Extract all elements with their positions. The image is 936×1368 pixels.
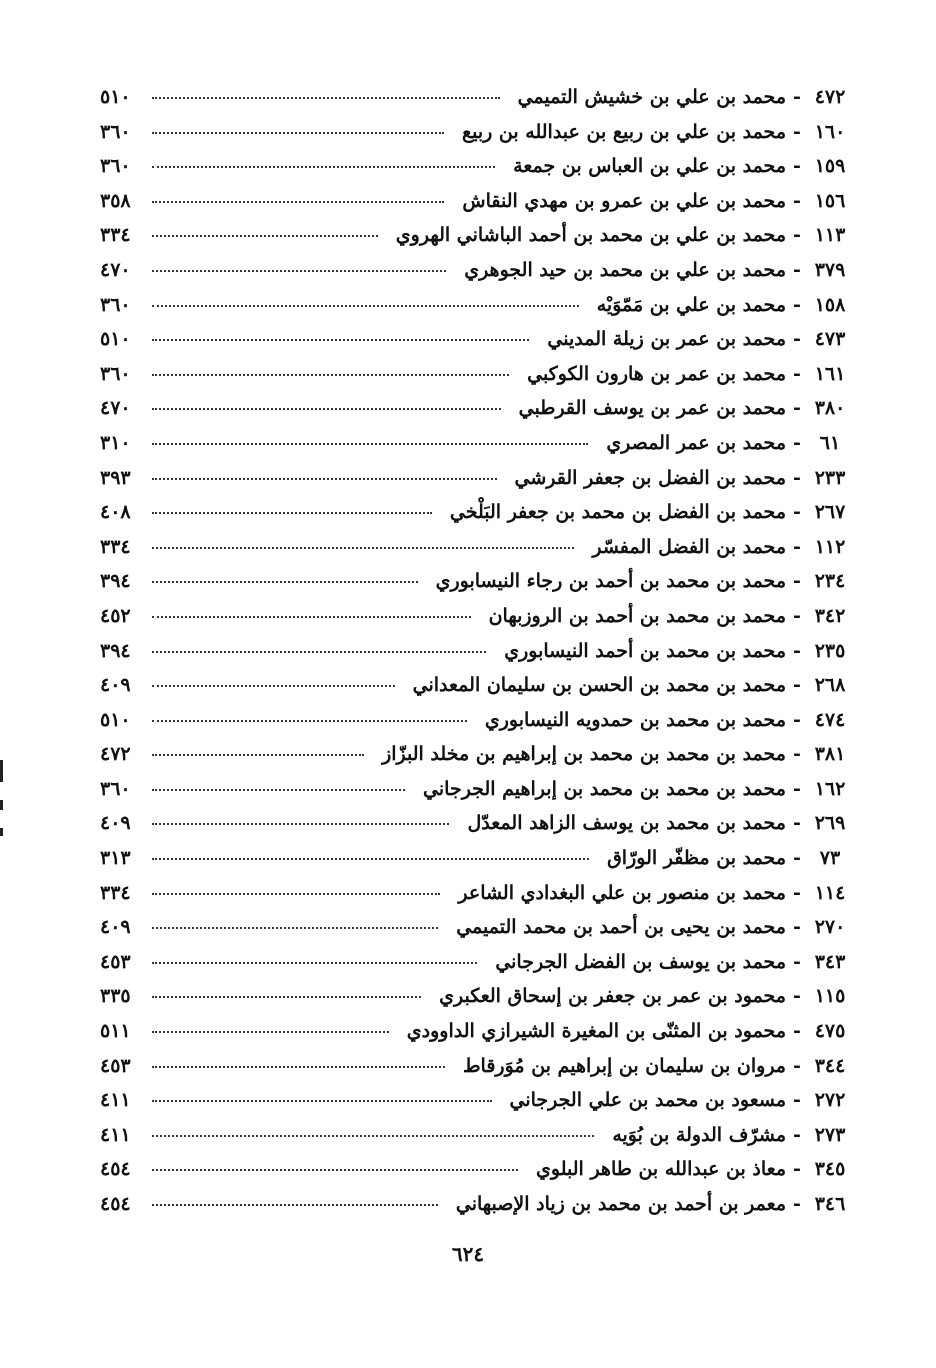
- entry-page: ٥١١: [100, 1020, 131, 1043]
- leader-dots: [152, 1100, 492, 1102]
- entry-dash: -: [793, 708, 801, 731]
- entry-number: ١١٤: [814, 881, 846, 904]
- entry-page: ٣٣٤: [100, 535, 131, 558]
- index-entry: [100, 501, 852, 536]
- entry-dash: -: [793, 397, 801, 420]
- leader-dots: [152, 166, 495, 168]
- entry-dash: -: [793, 674, 801, 697]
- entry-dash: -: [793, 501, 801, 524]
- entry-dash: -: [793, 1193, 801, 1215]
- entry-name: محمد بن محمد بن محمد بن إبراهيم بن مخلد البزّاز: [382, 743, 786, 766]
- entry-dash: -: [793, 362, 801, 385]
- index-entry: [100, 86, 852, 121]
- entry-page: ٣٥٨: [100, 189, 131, 212]
- entry-name: محمد بن منصور بن علي البغدادي الشاعر: [458, 881, 786, 904]
- entry-name: محمد بن محمد بن أحمد النيسابوري: [504, 639, 786, 662]
- index-entry: [100, 640, 852, 675]
- entry-page: ٥١٠: [100, 328, 131, 351]
- entry-name: محمد بن محمد بن أحمد بن الروزبهان: [488, 604, 786, 627]
- index-entry: [100, 155, 852, 190]
- entry-number: ٣٤٤: [814, 1054, 846, 1077]
- index-entry: [100, 743, 852, 778]
- leader-dots: [152, 305, 579, 307]
- entry-number: ١٦٠: [814, 120, 846, 143]
- leader-dots: [152, 270, 446, 272]
- entry-name: محمد بن عمر بن هارون الكوكبي: [527, 362, 786, 385]
- leader-dots: [152, 132, 444, 134]
- entry-name: محمد بن يوسف بن الفضل الجرجاني: [495, 950, 786, 973]
- entry-page: ٤٧٢: [100, 743, 131, 766]
- entry-number: ٤٧٤: [814, 708, 846, 731]
- index-entry: [100, 1193, 852, 1228]
- index-entry: [100, 294, 852, 329]
- index-entry: [100, 363, 852, 398]
- entry-page: ٣٣٤: [100, 881, 131, 904]
- leader-dots: [152, 893, 440, 895]
- index-entry: [100, 536, 852, 571]
- entry-number: ٢٣٣: [814, 466, 846, 489]
- entry-dash: -: [793, 535, 801, 558]
- index-entry: [100, 1020, 852, 1055]
- index-entry: [100, 1055, 852, 1090]
- entry-number: ٣٧٩: [814, 258, 846, 281]
- entry-dash: -: [793, 258, 801, 281]
- entry-name: مسعود بن محمد بن علي الجرجاني: [509, 1089, 786, 1112]
- leader-dots: [152, 478, 497, 480]
- leader-dots: [152, 1066, 445, 1068]
- index-entry: [100, 328, 852, 363]
- entry-name: محمد بن علي بن ربيع بن عبدالله بن ربيع: [462, 120, 786, 143]
- entry-name: محمد بن الفضل بن جعفر القرشي: [514, 466, 786, 489]
- entry-name: محمد بن محمد بن يوسف الزاهد المعدّل: [467, 812, 786, 835]
- index-entry: [100, 951, 852, 986]
- entry-page: ٣٦٠: [100, 155, 131, 178]
- entry-page: ٥١٠: [100, 708, 131, 731]
- entry-page: ٣٦٠: [100, 120, 131, 143]
- entry-page: ٤١١: [100, 1089, 131, 1112]
- entry-number: ٢٧٠: [814, 916, 846, 939]
- entry-dash: -: [793, 86, 801, 108]
- entry-page: ٤٥٤: [100, 1193, 131, 1215]
- entry-page: ٣٦٠: [100, 777, 131, 800]
- entry-name: محمد بن يحيى بن أحمد بن محمد التميمي: [456, 916, 786, 939]
- entry-name: محمد بن عمر بن يوسف القرطبي: [518, 397, 786, 420]
- entry-page: ٤٧٠: [100, 258, 131, 281]
- leader-dots: [152, 720, 467, 722]
- entry-dash: -: [793, 950, 801, 973]
- entry-page: ٤٥٤: [100, 1158, 131, 1181]
- entry-number: ٣٤٥: [814, 1158, 846, 1181]
- scan-edge-mark: [0, 828, 3, 836]
- entry-name: محمد بن محمد بن أحمد بن رجاء النيسابوري: [435, 570, 786, 593]
- entry-page: ٣٦٠: [100, 293, 131, 316]
- entry-name: محمد بن مظفّر الورّاق: [607, 847, 786, 870]
- entry-name: محمد بن علي بن مَمّوَيْه: [596, 293, 786, 316]
- entry-number: ٢٧٢: [814, 1089, 846, 1112]
- entry-name: مشرّف الدولة بن بُوَيه: [612, 1123, 786, 1146]
- entry-number: ١١٥: [814, 985, 846, 1008]
- entry-number: ٣٤٣: [814, 950, 846, 973]
- leader-dots: [152, 512, 432, 514]
- leader-dots: [152, 962, 477, 964]
- entry-name: محمد بن عمر بن زيلة المديني: [547, 328, 786, 351]
- entry-number: ١٥٦: [814, 189, 846, 212]
- leader-dots: [152, 823, 449, 825]
- entry-number: ١٥٨: [814, 293, 846, 316]
- entry-page: ٣٦٠: [100, 362, 131, 385]
- leader-dots: [152, 1204, 438, 1206]
- entry-number: ٢٦٩: [814, 812, 846, 835]
- entry-dash: -: [793, 431, 801, 454]
- entry-number: ١٦٢: [814, 777, 846, 800]
- entry-dash: -: [793, 777, 801, 800]
- entry-page: ٣٩٤: [100, 570, 131, 593]
- entry-name: محمد بن علي بن عمرو بن مهدي النقاش: [462, 189, 786, 212]
- entry-page: ٤٠٩: [100, 916, 131, 939]
- entry-dash: -: [793, 293, 801, 316]
- entry-page: ٤٥٣: [100, 1054, 131, 1077]
- index-entry: [100, 1158, 852, 1193]
- index-entry: [100, 916, 852, 951]
- entry-name: معاذ بن عبدالله بن طاهر البلوي: [536, 1158, 786, 1181]
- entry-number: ١١٣: [814, 224, 846, 247]
- leader-dots: [152, 97, 500, 99]
- entry-dash: -: [793, 1089, 801, 1112]
- entry-number: ٢٧٣: [814, 1123, 846, 1146]
- index-list: [100, 86, 852, 1228]
- index-entry: [100, 882, 852, 917]
- leader-dots: [152, 374, 509, 376]
- entry-number: ١٦١: [814, 362, 846, 385]
- leader-dots: [152, 754, 364, 756]
- index-entry: [100, 467, 852, 502]
- entry-page: ٣٩٤: [100, 639, 131, 662]
- index-entry: [100, 709, 852, 744]
- entry-number: ٤٧٣: [814, 328, 846, 351]
- entry-name: محمد بن علي بن العباس بن جمعة: [513, 155, 786, 178]
- entry-page: ٣٩٣: [100, 466, 131, 489]
- index-entry: [100, 570, 852, 605]
- entry-page: ٤٠٨: [100, 501, 131, 524]
- entry-dash: -: [793, 604, 801, 627]
- index-entry: [100, 121, 852, 156]
- entry-name: محمود بن المثنّى بن المغيرة الشيرازي الداوودي: [406, 1020, 786, 1043]
- entry-page: ٣١٠: [100, 431, 131, 454]
- entry-dash: -: [793, 466, 801, 489]
- leader-dots: [152, 685, 395, 687]
- entry-page: ٤٥٣: [100, 950, 131, 973]
- entry-dash: -: [793, 328, 801, 351]
- entry-name: محمود بن عمر بن جعفر بن إسحاق العكبري: [439, 985, 786, 1008]
- entry-name: محمد بن محمد بن محمد بن إبراهيم الجرجاني: [423, 777, 786, 800]
- entry-number: ٣٨٠: [814, 397, 846, 420]
- index-entry: [100, 397, 852, 432]
- index-entry: [100, 605, 852, 640]
- entry-dash: -: [793, 639, 801, 662]
- leader-dots: [152, 789, 405, 791]
- index-entry: [100, 224, 852, 259]
- entry-dash: -: [793, 743, 801, 766]
- entry-number: ٧٣: [819, 847, 841, 870]
- page-number: ٦٢٤: [451, 1242, 485, 1266]
- entry-name: محمد بن علي بن محمد بن حيد الجوهري: [464, 258, 786, 281]
- entry-number: ٣٤٦: [814, 1193, 846, 1215]
- leader-dots: [152, 927, 438, 929]
- entry-dash: -: [793, 189, 801, 212]
- entry-dash: -: [793, 916, 801, 939]
- index-entry: [100, 847, 852, 882]
- entry-number: ١١٢: [814, 535, 846, 558]
- entry-name: مروان بن سليمان بن إبراهيم بن مُوَرقاط: [462, 1054, 786, 1077]
- entry-page: ٣١٣: [100, 847, 131, 870]
- leader-dots: [152, 651, 486, 653]
- leader-dots: [152, 235, 378, 237]
- entry-dash: -: [793, 881, 801, 904]
- entry-dash: -: [793, 812, 801, 835]
- entry-page: ٤١١: [100, 1123, 131, 1146]
- entry-number: ١٥٩: [814, 155, 846, 178]
- index-entry: [100, 985, 852, 1020]
- leader-dots: [152, 1135, 594, 1137]
- entry-name: محمد بن الفضل المفسّر: [592, 535, 786, 558]
- leader-dots: [152, 443, 588, 445]
- entry-name: محمد بن علي بن خشيش التميمي: [517, 86, 786, 108]
- leader-dots: [152, 547, 574, 549]
- entry-name: محمد بن محمد بن حمدويه النيسابوري: [484, 708, 786, 731]
- entry-dash: -: [793, 1020, 801, 1043]
- entry-name: محمد بن عمر المصري: [606, 431, 786, 454]
- entry-dash: -: [793, 1158, 801, 1181]
- entry-dash: -: [793, 120, 801, 143]
- leader-dots: [152, 1169, 518, 1171]
- index-entry: [100, 778, 852, 813]
- entry-name: معمر بن أحمد بن محمد بن زياد الإصبهاني: [455, 1193, 786, 1215]
- entry-dash: -: [793, 224, 801, 247]
- entry-dash: -: [793, 570, 801, 593]
- entry-number: ٣٤٢: [814, 604, 846, 627]
- entry-page: ٣٣٥: [100, 985, 131, 1008]
- scan-edge-mark: [0, 760, 3, 782]
- entry-page: ٤٠٩: [100, 674, 131, 697]
- entry-number: ٢٣٤: [814, 570, 846, 593]
- index-entry: [100, 1089, 852, 1124]
- entry-name: محمد بن محمد بن الحسن بن سليمان المعداني: [412, 674, 786, 697]
- entry-dash: -: [793, 1054, 801, 1077]
- leader-dots: [152, 581, 418, 583]
- entry-dash: -: [793, 155, 801, 178]
- entry-number: ٢٦٧: [814, 501, 846, 524]
- index-entry: [100, 674, 852, 709]
- entry-number: ٤٧٥: [814, 1020, 846, 1043]
- entry-number: ٢٣٥: [814, 639, 846, 662]
- entry-page: ٣٣٤: [100, 224, 131, 247]
- entry-page: ٤٧٠: [100, 397, 131, 420]
- index-entry: [100, 259, 852, 294]
- entry-number: ٢٦٨: [814, 674, 846, 697]
- entry-page: ٤٥٢: [100, 604, 131, 627]
- index-entry: [100, 190, 852, 225]
- entry-dash: -: [793, 985, 801, 1008]
- entry-page: ٤٠٩: [100, 812, 131, 835]
- leader-dots: [152, 408, 501, 410]
- leader-dots: [152, 858, 589, 860]
- entry-number: ٤٧٢: [814, 86, 846, 108]
- leader-dots: [152, 1031, 389, 1033]
- entry-dash: -: [793, 847, 801, 870]
- entry-number: ٦١: [819, 431, 841, 454]
- entry-dash: -: [793, 1123, 801, 1146]
- index-entry: [100, 812, 852, 847]
- leader-dots: [152, 616, 471, 618]
- entry-name: محمد بن الفضل بن محمد بن جعفر البَلْخي: [449, 501, 786, 524]
- leader-dots: [152, 201, 444, 203]
- index-entry: [100, 1124, 852, 1159]
- leader-dots: [152, 996, 421, 998]
- leader-dots: [152, 339, 529, 341]
- entry-page: ٥١٠: [100, 86, 131, 108]
- entry-name: محمد بن علي بن محمد بن أحمد الباشاني الهروي: [395, 224, 786, 247]
- index-entry: [100, 432, 852, 467]
- entry-number: ٣٨١: [814, 743, 846, 766]
- scan-edge-mark: [0, 800, 3, 810]
